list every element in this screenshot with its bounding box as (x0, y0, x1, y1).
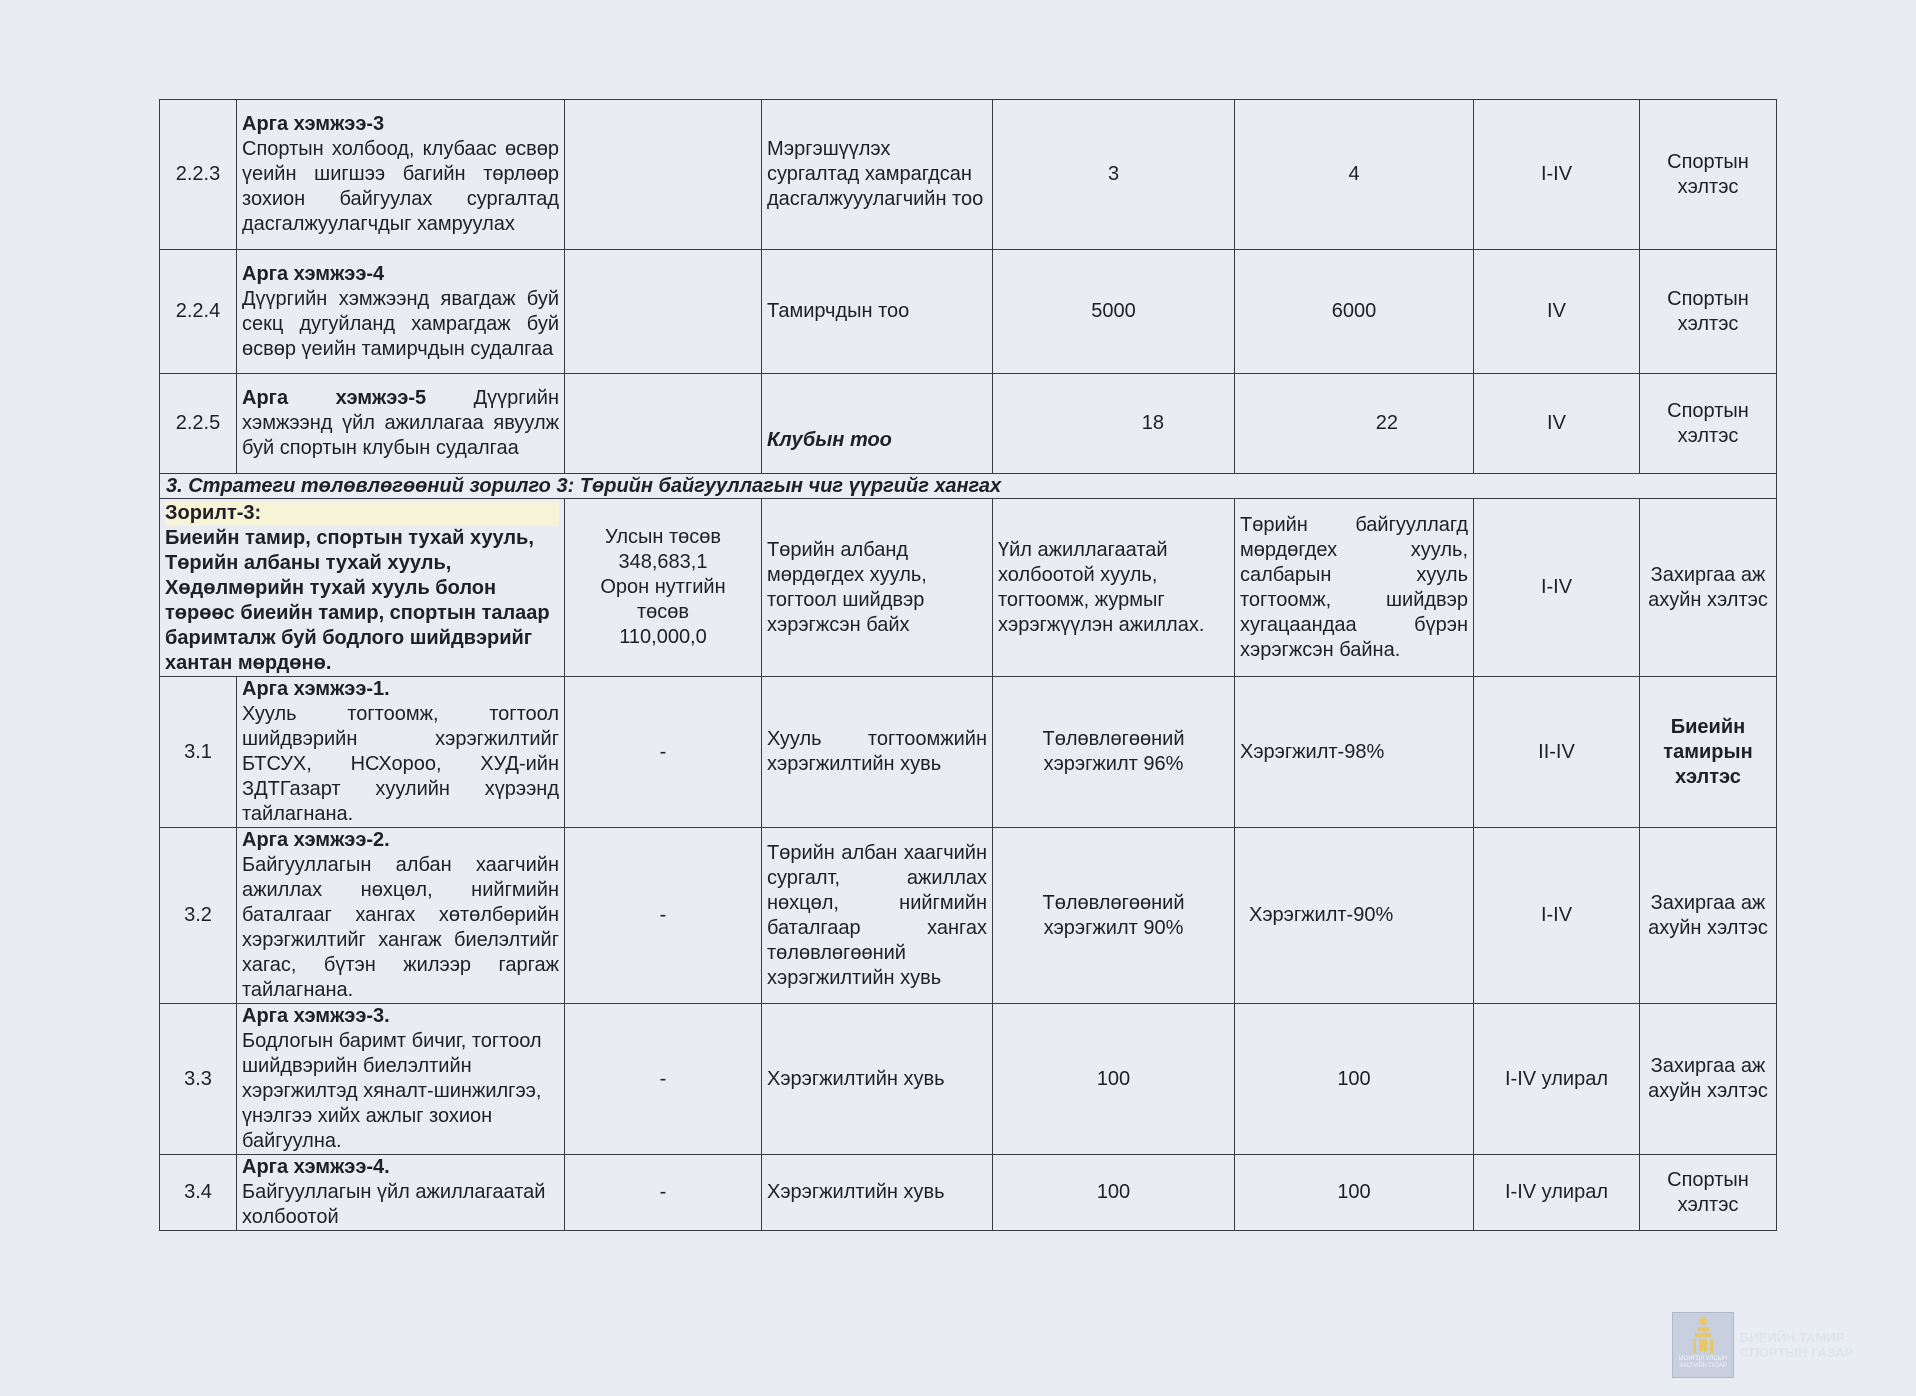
budget-cell: - (565, 1155, 762, 1231)
budget-cell (565, 100, 762, 250)
row-number: 3.2 (160, 828, 237, 1004)
responsible-cell: Захиргаа аж ахуйн хэлтэс (1640, 828, 1777, 1004)
row-number: 2.2.5 (160, 374, 237, 474)
responsible-cell: Спортын хэлтэс (1640, 1155, 1777, 1231)
indicator-cell: Клубын тоо (762, 374, 993, 474)
activity-title: Арга хэмжээ-3 (242, 113, 385, 135)
quarter-cell: IV (1474, 250, 1640, 374)
activity-cell (237, 828, 565, 1004)
table-row (160, 374, 1777, 474)
budget-line: Улсын төсөв (604, 526, 722, 548)
budget-cell: - (565, 1004, 762, 1155)
quarter-cell: I-IV улирал (1474, 1004, 1640, 1155)
goal-row (160, 499, 1777, 677)
activity-title: Арга хэмжээ-1. (242, 678, 390, 700)
baseline-cell: 3 (993, 100, 1235, 250)
activity-cell (237, 250, 565, 374)
budget-cell (565, 499, 762, 677)
indicator-cell: Хууль тогтоомжийн хэрэгжилтийн хувь (762, 677, 993, 828)
goal-title: Зорилт-3: (165, 501, 559, 526)
activity-cell (237, 1004, 565, 1155)
baseline-cell: 100 (993, 1004, 1235, 1155)
section-heading: 3. Стратеги төлөвлөгөөний зорилго 3: Төрийн байгууллагын чиг үүргийг хангах (160, 474, 1777, 499)
watermark-text: БИЕИЙН ТАМИР СПОРТЫН ГАЗАР (1740, 1330, 1854, 1360)
row-number: 3.1 (160, 677, 237, 828)
quarter-cell: II-IV (1474, 677, 1640, 828)
responsible-cell: Спортын хэлтэс (1640, 374, 1777, 474)
activity-title: Арга хэмжээ-4 (242, 262, 385, 285)
indicator-cell: Төрийн албан хаагчийн сургалт, ажиллах нөхцөл, нийгмийн баталгаар хангах төлөвлөгөөний хэрэгжилтийн хувь (762, 828, 993, 1004)
activity-text: Спортын холбоод, клубаас өсвөр үеийн шигшээ багийн төрлөөр зохион байгуулах сургалтад дасгалжуулагчдыг хамруулах (242, 138, 559, 235)
baseline-cell: 5000 (993, 250, 1235, 374)
activity-text: Бодлогын баримт бичиг, тогтоол шийдвэрийн биелэлтийн хэрэгжилтэд хяналт-шинжилгээ, үнэлгээ хийх ажлыг зохион байгуулна. (242, 1030, 542, 1152)
table-row (160, 250, 1777, 374)
quarter-cell: I-IV (1474, 100, 1640, 250)
indicator-cell: Төрийн албанд мөрдөгдех хууль, тогтоол шийдвэр хэрэгжсэн байх (762, 499, 993, 677)
target-cell: Хэрэгжилт-90% (1235, 828, 1474, 1004)
activity-cell (237, 374, 565, 474)
budget-line: 348,683,1 (618, 551, 708, 573)
target-cell: 100 (1235, 1004, 1474, 1155)
target-cell: 6000 (1235, 250, 1474, 374)
responsible-cell: Захиргаа аж ахуйн хэлтэс (1640, 499, 1777, 677)
table-row (160, 100, 1777, 250)
activity-cell (237, 1155, 565, 1231)
activity-text: Дүүргийн хэмжээнд явагдаж буй секц дугуйланд хамрагдаж буй өсвөр үеийн тамирчдын судалгаа (242, 287, 559, 360)
baseline-cell: 18 (993, 374, 1235, 474)
responsible-cell: Спортын хэлтэс (1640, 250, 1777, 374)
section-heading-row (160, 474, 1777, 499)
quarter-cell: I-IV (1474, 499, 1640, 677)
activity-title: Арга хэмжээ-4. (242, 1156, 390, 1178)
target-cell: 100 (1235, 1155, 1474, 1231)
table-row (160, 1004, 1777, 1155)
indicator-cell: Тамирчдын тоо (762, 250, 993, 374)
goal-cell (160, 499, 565, 677)
row-number: 3.3 (160, 1004, 237, 1155)
table-row (160, 677, 1777, 828)
activity-title: Арга хэмжээ-2. (242, 829, 390, 851)
baseline-cell: 100 (993, 1155, 1235, 1231)
indicator-cell: Хэрэгжилтийн хувь (762, 1004, 993, 1155)
action-plan-table (159, 99, 1777, 1231)
baseline-cell: Төлөвлөгөөний хэрэгжилт 96% (993, 677, 1235, 828)
activity-title: Арга хэмжээ-3. (242, 1005, 390, 1027)
baseline-cell: Үйл ажиллагаатай холбоотой хууль, тогтоомж, журмыг хэрэгжүүлэн ажиллах. (993, 499, 1235, 677)
logo-caption: МОНГОЛ УЛСЫН ЗАСГИЙН ГАЗАР (1678, 1356, 1728, 1369)
activity-text: Хууль тогтоомж, тогтоол шийдвэрийн хэрэгжилтийг БТСУХ, НСХороо, ХУД-ийн ЗДТГазарт хуулийн хүрээнд тайлагнана. (242, 703, 559, 825)
quarter-cell: IV (1474, 374, 1640, 474)
quarter-cell: I-IV (1474, 828, 1640, 1004)
activity-title: Арга хэмжээ-5 (242, 387, 427, 409)
table-row (160, 828, 1777, 1004)
activity-text: Байгууллагын үйл ажиллагаатай холбоотой (242, 1181, 546, 1228)
budget-line: Орон нутгийн (600, 576, 726, 598)
quarter-cell: I-IV улирал (1474, 1155, 1640, 1231)
table-row (160, 1155, 1777, 1231)
row-number: 3.4 (160, 1155, 237, 1231)
target-cell: 22 (1235, 374, 1474, 474)
row-number: 2.2.3 (160, 100, 237, 250)
goal-text: Биеийн тамир, спортын тухай хууль, Төрийн албаны тухай хууль, Хөдөлмөрийн тухай хууль болон төрөөс биеийн тамир, спортын талаар баримталж буй бодлого шийдвэрийг хантан мөрдөнө. (165, 527, 550, 674)
baseline-cell: Төлөвлөгөөний хэрэгжилт 90% (993, 828, 1235, 1004)
target-cell: Төрийн байгууллагд мөрдөгдех хууль, салбарын хууль тогтоомж, шийдвэр хугацаандаа бүрэн хэрэгжсэн байна. (1235, 499, 1474, 677)
budget-cell (565, 374, 762, 474)
activity-cell (237, 100, 565, 250)
indicator-cell: Хэрэгжилтийн хувь (762, 1155, 993, 1231)
target-cell: 4 (1235, 100, 1474, 250)
responsible-cell: Биеийн тамирын хэлтэс (1640, 677, 1777, 828)
responsible-cell: Спортын хэлтэс (1640, 100, 1777, 250)
activity-text: Байгууллагын албан хаагчийн ажиллах нөхцөл, нийгмийн баталгааг хангах хөтөлбөрийн хэрэгжилтийг хангаж биелэлтийг хагас, бүтэн жилээр гаргаж тайлагнана. (242, 854, 559, 1001)
budget-line: төсөв (636, 601, 690, 623)
budget-line: 110,000,0 (619, 626, 707, 648)
responsible-cell: Захиргаа аж ахуйн хэлтэс (1640, 1004, 1777, 1155)
budget-cell: - (565, 677, 762, 828)
activity-cell (237, 677, 565, 828)
activity-text: Дүүргийн хэмжээнд үйл ажиллагаа явуулж буй спортын клубын судалгаа (242, 387, 559, 459)
indicator-cell: Мэргэшүүлэх сургалтад хамрагдсан дасгалжууулагчийн тоо (762, 100, 993, 250)
target-cell: Хэрэгжилт-98% (1235, 677, 1474, 828)
budget-cell (565, 250, 762, 374)
row-number: 2.2.4 (160, 250, 237, 374)
budget-cell: - (565, 828, 762, 1004)
